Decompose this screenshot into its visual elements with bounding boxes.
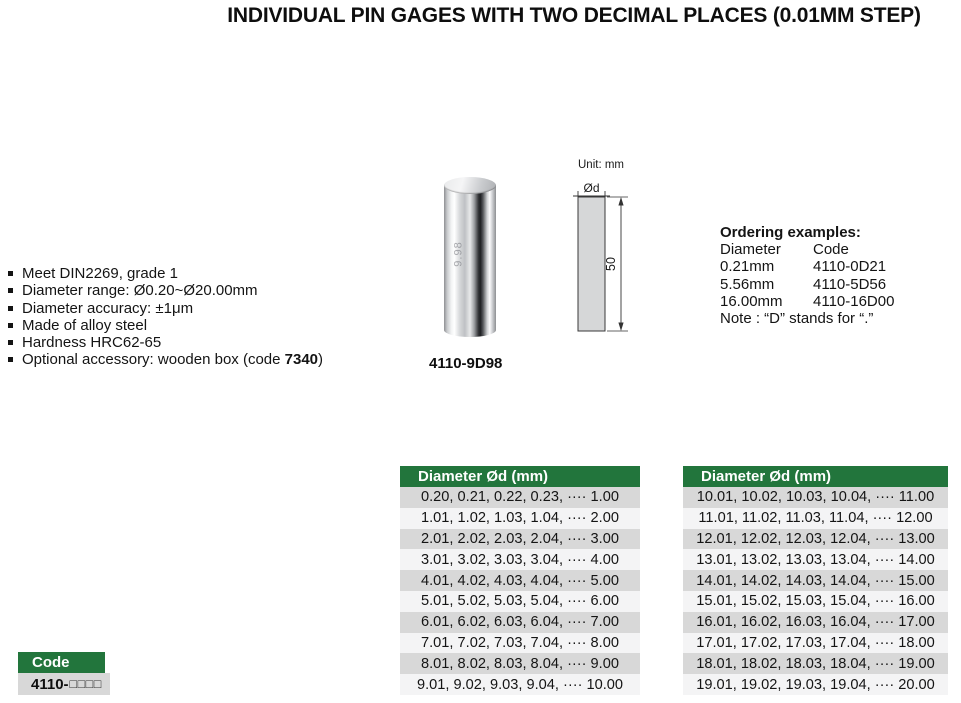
feature-item (8, 334, 323, 351)
feature-text: Hardness HRC62-65 (22, 334, 162, 352)
table-row: 19.01, 19.02, 19.03, 19.04, ···· 20.00 (683, 674, 948, 695)
bullet-square-icon (8, 271, 13, 276)
arrow-up-icon (618, 197, 623, 206)
feature-text: Diameter accuracy: ±1μm (22, 299, 194, 317)
table-row: 5.01, 5.02, 5.03, 5.04, ···· 6.00 (400, 591, 640, 612)
table-row: 4.01, 4.02, 4.03, 4.04, ···· 5.00 (400, 570, 640, 591)
feature-item (8, 317, 323, 334)
ordering-diameter: 0.21mm (720, 258, 775, 276)
table-row: 1.01, 1.02, 1.03, 1.04, ···· 2.00 (400, 508, 640, 529)
diameter-dimension-label: Ød (583, 181, 600, 195)
table-row: 12.01, 12.02, 12.03, 12.04, ···· 13.00 (683, 529, 948, 550)
table-row: 6.01, 6.02, 6.03, 6.04, ···· 7.00 (400, 612, 640, 633)
feature-item (8, 282, 323, 299)
table-row: 18.01, 18.02, 18.03, 18.04, ···· 19.00 (683, 653, 948, 674)
pin-gage-top-cap (444, 177, 496, 194)
bullet-square-icon (8, 306, 13, 311)
table-row: 8.01, 8.02, 8.03, 8.04, ···· 9.00 (400, 653, 640, 674)
ordering-header-row (720, 241, 894, 258)
ordering-examples (720, 224, 894, 327)
ordering-row (720, 258, 894, 275)
feature-item (8, 351, 323, 368)
ordering-row (720, 276, 894, 293)
code-block-value (18, 673, 110, 695)
code-block-header: Code (18, 652, 105, 673)
table-row: 14.01, 14.02, 14.03, 14.04, ···· 15.00 (683, 570, 948, 591)
code-placeholder-boxes: □□□□ (69, 677, 102, 691)
feature-bold-code: 7340 (284, 351, 319, 369)
pin-profile-rect (578, 197, 605, 331)
table-row: 16.01, 16.02, 16.03, 16.04, ···· 17.00 (683, 612, 948, 633)
feature-text: Optional accessory: wooden box (code (22, 351, 285, 369)
table-row: 11.01, 11.02, 11.03, 11.04, ···· 12.00 (683, 508, 948, 529)
diameter-table-2 (683, 466, 948, 695)
table-row: 9.01, 9.02, 9.03, 9.04, ···· 10.00 (400, 674, 640, 695)
pin-engraved-size: 9.98 (452, 241, 465, 267)
arrow-down-icon (618, 323, 623, 332)
ordering-code: 4110-5D56 (813, 275, 887, 293)
table-row: 2.01, 2.02, 2.03, 2.04, ···· 3.00 (400, 529, 640, 550)
ordering-code: 4110-0D21 (813, 258, 887, 276)
page-title: INDIVIDUAL PIN GAGES WITH TWO DECIMAL PLACES (0.01MM STEP) (227, 4, 921, 27)
bullet-square-icon (8, 357, 13, 362)
unit-label: Unit: mm (578, 159, 624, 171)
feature-text: Made of alloy steel (22, 316, 148, 334)
feature-item (8, 300, 323, 317)
code-prefix: 4110- (31, 675, 69, 693)
feature-list (8, 265, 323, 369)
table-header: Diameter Ød (mm) (683, 466, 948, 487)
feature-item (8, 265, 323, 282)
feature-text: Meet DIN2269, grade 1 (22, 265, 178, 282)
ordering-code: 4110-16D00 (813, 292, 895, 310)
bullet-square-icon (8, 288, 13, 293)
dimension-drawing (558, 155, 653, 345)
table-row: 3.01, 3.02, 3.03, 3.04, ···· 4.00 (400, 549, 640, 570)
bullet-square-icon (8, 323, 13, 328)
bullet-square-icon (8, 340, 13, 345)
ordering-col2-header: Code (813, 241, 849, 259)
table-row: 13.01, 13.02, 13.03, 13.04, ···· 14.00 (683, 549, 948, 570)
diameter-table-1 (400, 466, 640, 695)
feature-text: ) (318, 351, 324, 369)
table-row: 15.01, 15.02, 15.03, 15.04, ···· 16.00 (683, 591, 948, 612)
ordering-heading: Ordering examples: (720, 224, 861, 241)
table-row: 0.20, 0.21, 0.22, 0.23, ···· 1.00 (400, 487, 640, 508)
table-row: 17.01, 17.02, 17.03, 17.04, ···· 18.00 (683, 633, 948, 654)
ordering-diameter: 16.00mm (720, 292, 783, 310)
feature-text: Diameter range: Ø0.20~Ø20.00mm (22, 282, 258, 300)
length-dimension-label: 50 (604, 257, 618, 271)
ordering-row (720, 293, 894, 310)
table-row: 10.01, 10.02, 10.03, 10.04, ···· 11.00 (683, 487, 948, 508)
table-row: 7.01, 7.02, 7.03, 7.04, ···· 8.00 (400, 633, 640, 654)
ordering-col1-header: Diameter (720, 241, 781, 259)
pin-product-code-label: 4110-9D98 (429, 355, 503, 372)
table-header: Diameter Ød (mm) (400, 466, 640, 487)
ordering-diameter: 5.56mm (720, 275, 775, 293)
ordering-note: Note : “D” stands for “.” (720, 310, 874, 328)
